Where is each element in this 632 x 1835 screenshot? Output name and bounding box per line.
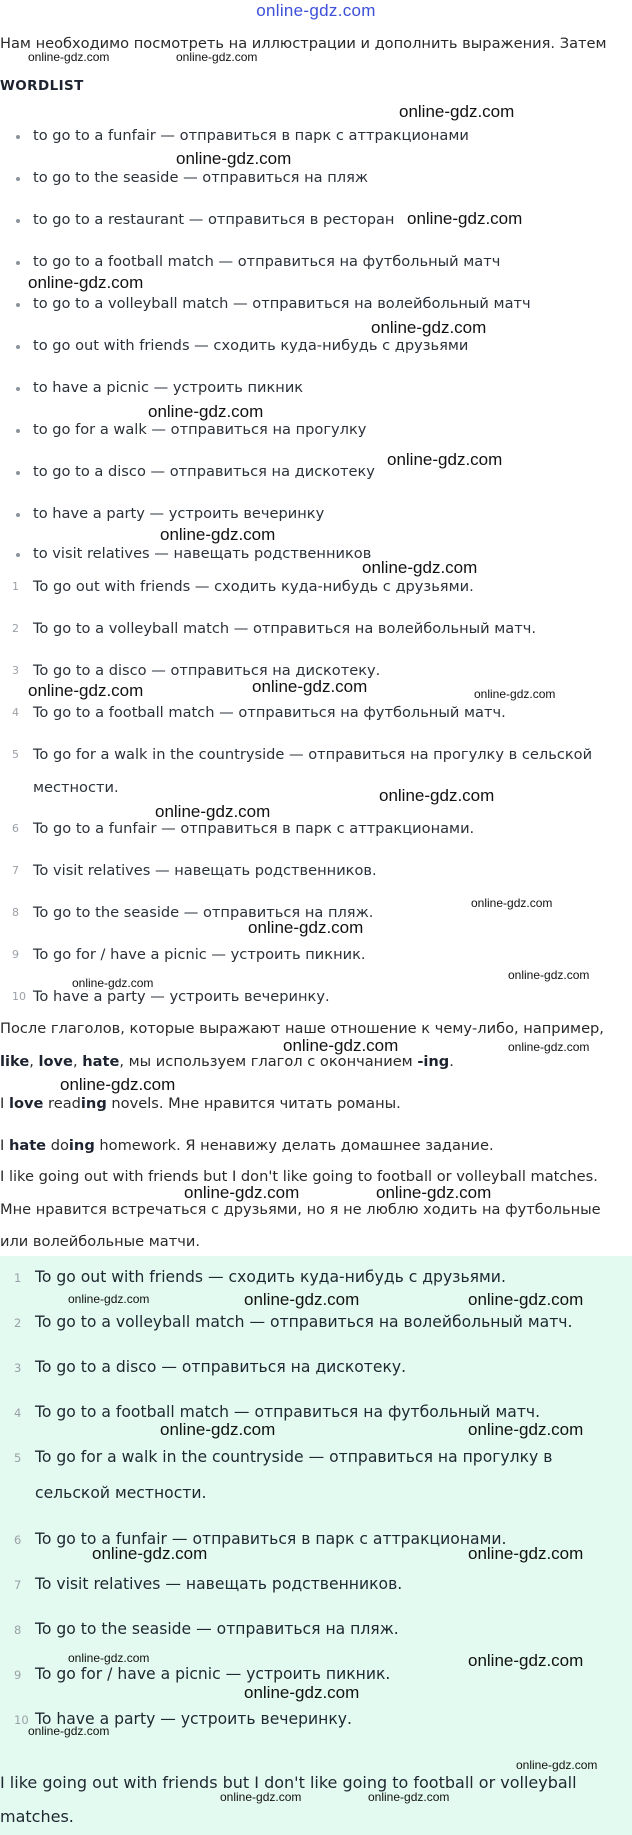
watermark: online-gdz.com xyxy=(155,802,271,821)
intro-text: Нам необходимо посмотреть на иллюстрации и дополнить выражения. Затем xyxy=(0,35,607,52)
watermark: online-gdz.com xyxy=(252,677,368,696)
watermark: online-gdz.com xyxy=(468,1651,584,1670)
watermark: online-gdz.com xyxy=(160,525,276,544)
watermark: online-gdz.com xyxy=(28,1724,110,1738)
bullet-icon xyxy=(16,303,20,307)
wordlist-heading: WORDLIST xyxy=(0,78,84,94)
watermark: online-gdz.com xyxy=(283,1036,399,1055)
bullet-icon xyxy=(16,135,20,139)
watermark: online-gdz.com xyxy=(68,1292,150,1306)
watermark: online-gdz.com xyxy=(387,450,503,469)
example-line: I love reading novels. Мне нравится читать романы. xyxy=(0,1095,401,1112)
watermark: online-gdz.com xyxy=(508,1040,590,1054)
bullet-icon xyxy=(16,177,20,181)
grammar-line: После глаголов, которые выражают наше отношение к чему-либо, например, xyxy=(0,1020,604,1037)
watermark: online-gdz.com xyxy=(244,1683,360,1702)
watermark: online-gdz.com xyxy=(399,102,515,121)
bullet-icon xyxy=(16,387,20,391)
example-line: или волейбольные матчи. xyxy=(0,1233,200,1250)
watermark: online-gdz.com xyxy=(244,1290,360,1309)
watermark: online-gdz.com xyxy=(362,558,478,577)
answer-paragraph: I like going out with friends but I don't like going to football or volleyball xyxy=(0,1773,577,1792)
watermark: online-gdz.com xyxy=(72,976,154,990)
bullet-icon xyxy=(16,345,20,349)
watermark: online-gdz.com xyxy=(160,1420,276,1439)
watermark: online-gdz.com xyxy=(92,1544,208,1563)
watermark: online-gdz.com xyxy=(28,273,144,292)
grammar-line: like, love, hate, мы используем глагол с окончанием -ing. xyxy=(0,1053,454,1070)
example-line: I hate doing homework. Я ненавижу делать домашнее задание. xyxy=(0,1137,494,1154)
watermark: online-gdz.com xyxy=(379,786,495,805)
bullet-icon xyxy=(16,219,20,223)
watermark: online-gdz.com xyxy=(176,50,258,64)
watermark: online-gdz.com xyxy=(474,687,556,701)
watermark: online-gdz.com xyxy=(60,1075,176,1094)
watermark: online-gdz.com xyxy=(468,1290,584,1309)
bullet-icon xyxy=(16,429,20,433)
watermark: online-gdz.com xyxy=(28,681,144,700)
watermark: online-gdz.com xyxy=(376,1183,492,1202)
watermark: online-gdz.com xyxy=(68,1651,150,1665)
watermark: online-gdz.com xyxy=(28,50,110,64)
watermark: online-gdz.com xyxy=(368,1790,450,1804)
watermark: online-gdz.com xyxy=(468,1544,584,1563)
watermark: online-gdz.com xyxy=(248,918,364,937)
watermark: online-gdz.com xyxy=(516,1758,598,1772)
watermark: online-gdz.com xyxy=(184,1183,300,1202)
watermark: online-gdz.com xyxy=(508,968,590,982)
bullet-icon xyxy=(16,553,20,557)
watermark: online-gdz.com xyxy=(220,1790,302,1804)
watermark: online-gdz.com xyxy=(471,896,553,910)
watermark: online-gdz.com xyxy=(407,209,523,228)
watermark: online-gdz.com xyxy=(468,1420,584,1439)
site-title-link[interactable]: online-gdz.com xyxy=(256,1,376,20)
example-line: Мне нравится встречаться с друзьями, но я не люблю ходить на футбольные xyxy=(0,1201,601,1218)
bullet-icon xyxy=(16,513,20,517)
watermark: online-gdz.com xyxy=(148,402,264,421)
watermark: online-gdz.com xyxy=(176,149,292,168)
example-line: I like going out with friends but I don't like going to football or volleyball matches. xyxy=(0,1168,598,1185)
watermark: online-gdz.com xyxy=(371,318,487,337)
answer-paragraph: matches. xyxy=(0,1807,74,1826)
bullet-icon xyxy=(16,261,20,265)
bullet-icon xyxy=(16,471,20,475)
